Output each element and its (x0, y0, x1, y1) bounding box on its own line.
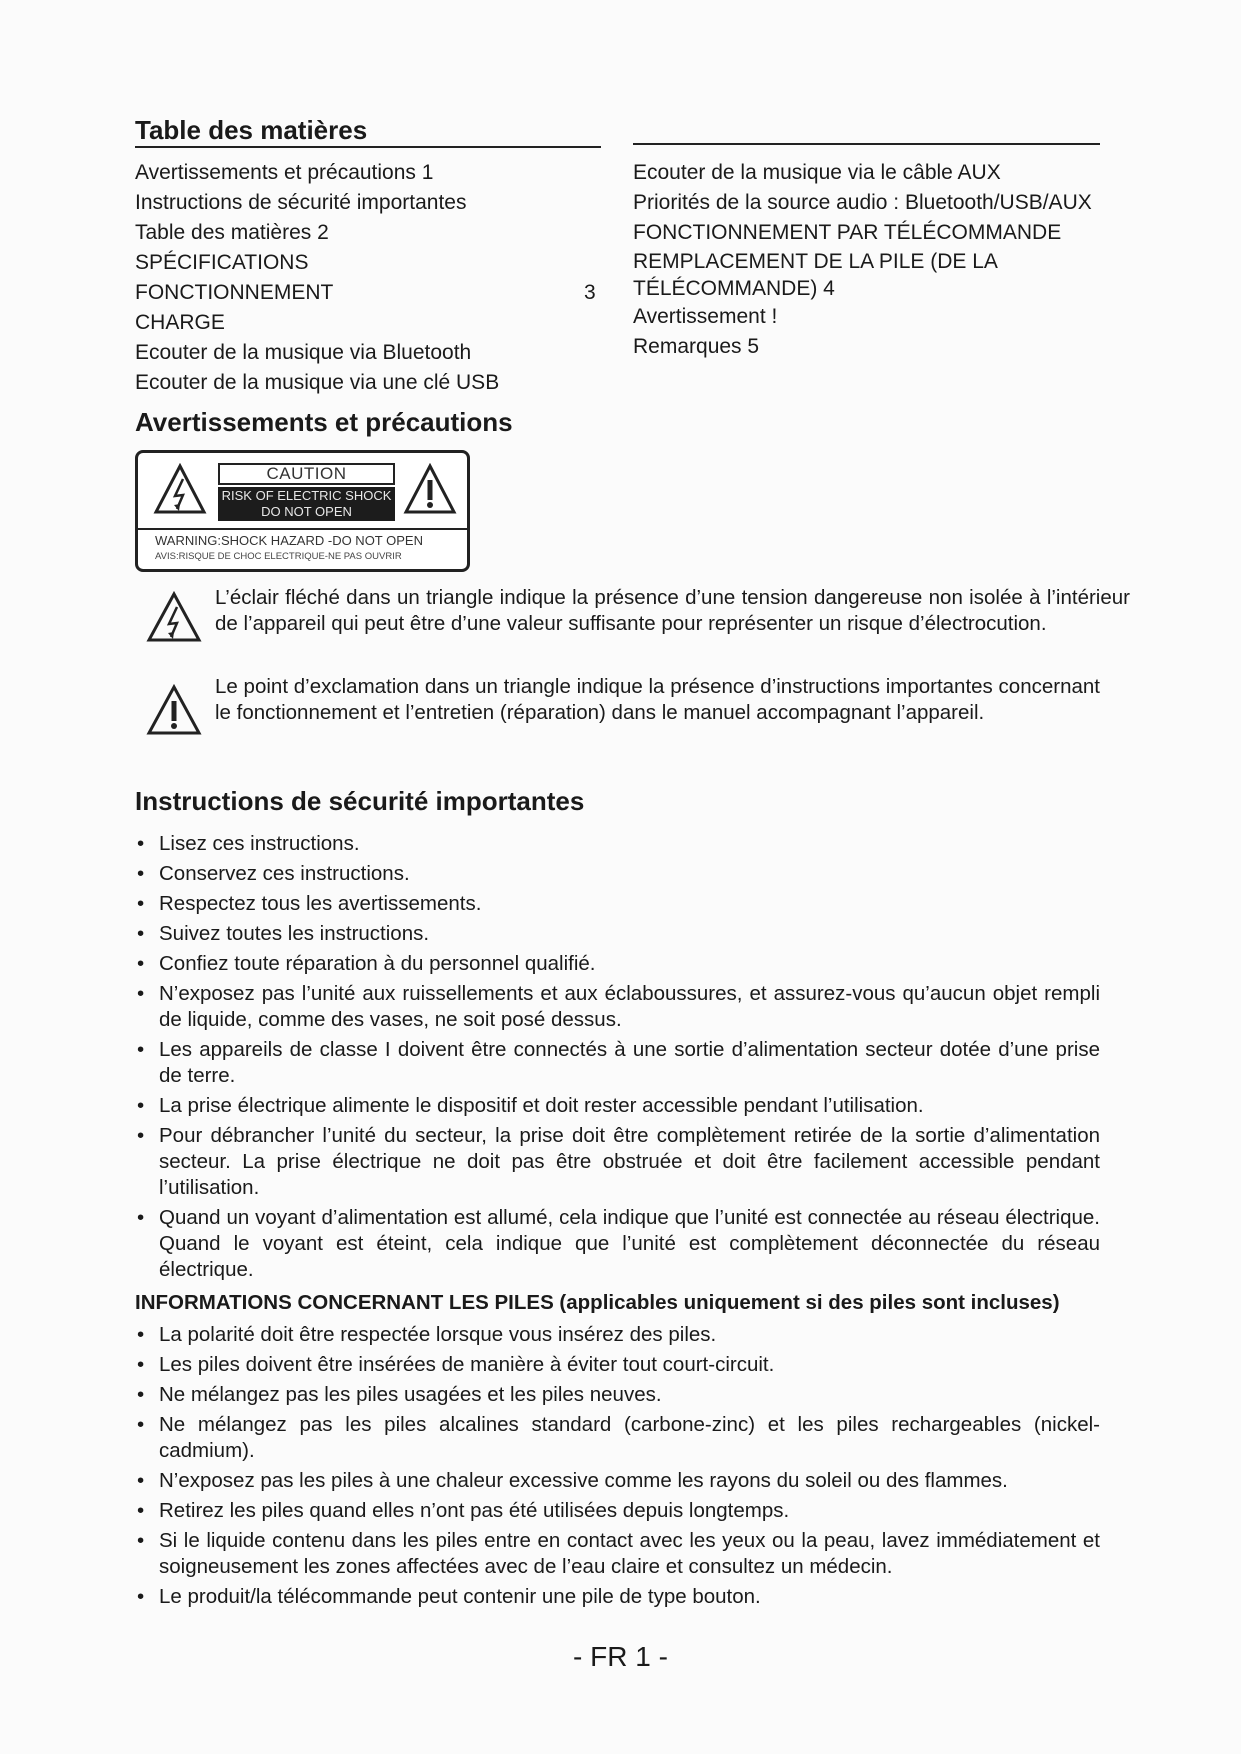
page-number: - FR 1 - (573, 1641, 668, 1672)
list-item: • La prise électrique alimente le dispositif et doit rester accessible pendant l’utilisation. (135, 1093, 1100, 1119)
caution-word: CAUTION (218, 463, 395, 485)
toc-entry: CHARGE (135, 311, 225, 334)
list-item: • Ne mélangez pas les piles usagées et les piles neuves. (135, 1382, 1100, 1408)
list-item: • Si le liquide contenu dans les piles entre en contact avec les yeux ou la peau, lavez immédiatement et soigneusement les zones affectées avec de l’eau claire et consultez un médecin. (135, 1528, 1100, 1580)
batteries-heading: INFORMATIONS CONCERNANT LES PILES (applicables uniquement si des piles sont incluses) (135, 1291, 1060, 1314)
list-item: • Les piles doivent être insérées de manière à éviter tout court-circuit. (135, 1352, 1100, 1378)
caution-label (135, 450, 470, 572)
toc-entry: Ecouter de la musique via une clé USB (135, 371, 500, 394)
toc-right-column (633, 158, 1113, 362)
exclamation-triangle-icon (146, 684, 202, 736)
caution-donotopen-line: DO NOT OPEN (261, 504, 352, 519)
list-item: • Les appareils de classe I doivent être connectés à une sortie d’alimentation secteur dotée d’une prise de terre. (135, 1037, 1100, 1089)
lightning-triangle-icon (153, 463, 207, 515)
caution-risk-block (218, 487, 395, 521)
list-item: • Suivez toutes les instructions. (135, 921, 1100, 947)
toc-entry: Avertissement ! (633, 305, 778, 328)
caution-center (218, 463, 395, 523)
exclamation-explanation-text: Le point d’exclamation dans un triangle indique la présence d’instructions importantes concernant le fonctionnement et l’entretien (réparation) dans le manuel accompagnant l’appareil. (215, 675, 1100, 724)
list-item: • Quand un voyant d’alimentation est allumé, cela indique que l’unité est connectée au réseau électrique. Quand le voyant est éteint, cela indique que l’unité est complètement déconnectée du réseau électrique. (135, 1205, 1100, 1283)
toc-entry: Ecouter de la musique via Bluetooth (135, 341, 472, 364)
exclamation-triangle-icon (403, 463, 457, 515)
batteries-list (135, 1322, 1100, 1614)
caution-warning-text: WARNING:SHOCK HAZARD -DO NOT OPEN (155, 533, 423, 548)
caution-risk-line: RISK OF ELECTRIC SHOCK (221, 488, 392, 503)
toc-title: Table des matières (135, 114, 601, 148)
safety-list (135, 831, 1100, 1287)
toc-entry: Table des matières 2 (135, 221, 329, 244)
toc-left-column (135, 158, 605, 398)
list-item: • Lisez ces instructions. (135, 831, 1100, 857)
toc-entry: REMPLACEMENT DE LA PILE (DE LA (633, 250, 998, 273)
toc-entry: Ecouter de la musique via le câble AUX (633, 161, 1001, 184)
section-title-warnings: Avertissements et précautions (135, 407, 513, 437)
list-item: • Confiez toute réparation à du personnel qualifié. (135, 951, 1100, 977)
list-item: • Pour débrancher l’unité du secteur, la prise doit être complètement retirée de la sortie d’alimentation secteur. La prise électrique ne doit pas être obstruée et doit être facilement accessible pendant l’utilisation. (135, 1123, 1100, 1201)
toc-entry: FONCTIONNEMENT (135, 281, 334, 304)
list-item: • Retirez les piles quand elles n’ont pas été utilisées depuis longtemps. (135, 1498, 1100, 1524)
list-item: • Respectez tous les avertissements. (135, 891, 1100, 917)
toc-entry: TÉLÉCOMMANDE) 4 (633, 277, 835, 300)
toc-entry: FONCTIONNEMENT PAR TÉLÉCOMMANDE (633, 221, 1062, 244)
list-item: • Conservez ces instructions. (135, 861, 1100, 887)
list-item: • Le produit/la télécommande peut contenir une pile de type bouton. (135, 1584, 1100, 1610)
toc-rule (633, 143, 1100, 145)
section-title-safety: Instructions de sécurité importantes (135, 786, 585, 816)
lightning-explanation-text: L’éclair fléché dans un triangle indique la présence d’une tension dangereuse non isolée à l’intérieur de l’appareil qui peut être d’une valeur suffisante pour représenter un risque d’électrocution. (215, 586, 1130, 635)
toc-entry: Avertissements et précautions 1 (135, 161, 434, 184)
caution-avis-text: AVIS:RISQUE DE CHOC ELECTRIQUE-NE PAS OUVRIR (155, 551, 402, 562)
lightning-triangle-icon (146, 591, 202, 643)
list-item: • Ne mélangez pas les piles alcalines standard (carbone-zinc) et les piles rechargeables (nickel-cadmium). (135, 1412, 1100, 1464)
toc-entry-with-page (135, 278, 605, 308)
list-item: • N’exposez pas les piles à une chaleur excessive comme les rayons du soleil ou des flammes. (135, 1468, 1100, 1494)
toc-entry: Instructions de sécurité importantes (135, 191, 467, 214)
list-item: • N’exposez pas l’unité aux ruissellements et aux éclaboussures, et assurez-vous qu’aucun objet rempli de liquide, comme des vases, ne soit posé dessus. (135, 981, 1100, 1033)
toc-page-number: 3 (584, 281, 596, 304)
toc-entry: Remarques 5 (633, 335, 760, 358)
toc-entry: SPÉCIFICATIONS (135, 251, 309, 274)
caution-divider (138, 528, 467, 530)
toc-entry: Priorités de la source audio : Bluetooth/USB/AUX (633, 191, 1092, 214)
list-item: • La polarité doit être respectée lorsque vous insérez des piles. (135, 1322, 1100, 1348)
